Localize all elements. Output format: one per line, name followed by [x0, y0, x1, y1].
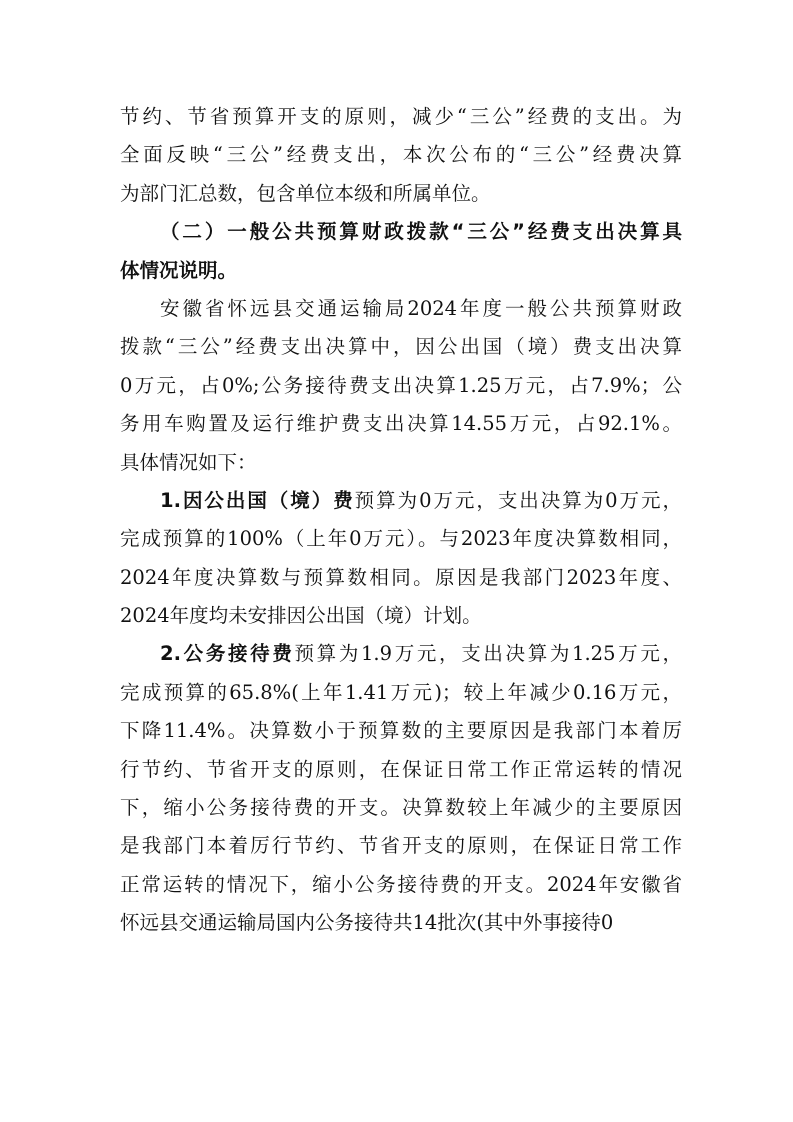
text-line	[120, 482, 682, 520]
text-line: 完成预算的100%（上年0万元）。与2023年度决算数相同，	[120, 527, 682, 551]
paragraph-reception	[120, 635, 682, 942]
section-heading	[120, 213, 682, 290]
text-line: 下，缩小公务接待费的开支。决算数较上年减少的主要原因	[120, 796, 682, 820]
text-line: 是我部门本着厉行节约、节省开支的原则，在保证日常工作	[120, 834, 682, 858]
text-line: 全面反映“三公”经费支出，本次公布的“三公”经费决算	[120, 143, 682, 167]
heading-line: （二）一般公共预算财政拨款“三公”经费支出决算具	[160, 220, 682, 244]
text-line: 为部门汇总数，包含单位本级和所属单位。	[120, 181, 491, 205]
text-line: 行节约、节省开支的原则，在保证日常工作正常运转的情况	[120, 757, 682, 781]
text-line: 节约、节省预算开支的原则，减少“三公”经费的支出。为	[120, 105, 682, 128]
paragraph-summary	[120, 290, 682, 482]
text-line: 务用车购置及运行维护费支出决算14.55万元，占92.1%。	[120, 412, 682, 436]
text-line: 下降11.4%。决算数小于预算数的主要原因是我部门本着厉	[120, 719, 682, 743]
item-text: 预算为0万元，支出决算为0万元，	[354, 488, 682, 512]
text-line: 拨款“三公”经费支出决算中，因公出国（境）费支出决算	[120, 335, 682, 359]
item-label: 1.因公出国（境）费	[160, 488, 355, 512]
text-line	[120, 635, 682, 673]
document-body	[120, 98, 682, 943]
paragraph-principle	[120, 98, 682, 213]
paragraph-overseas-travel	[120, 482, 682, 636]
text-line: 正常运转的情况下，缩小公务接待费的开支。2024年安徽省	[120, 872, 682, 896]
item-text: 预算为1.9万元，支出决算为1.25万元，	[294, 642, 682, 666]
text-line: 0万元，占0%;公务接待费支出决算1.25万元，占7.9%；公	[120, 373, 682, 397]
text-line: 具体情况如下：	[120, 450, 257, 474]
text-line: 2024年度均未安排因公出国（境）计划。	[120, 604, 482, 628]
item-label: 2.公务接待费	[160, 642, 295, 666]
text-line: 完成预算的65.8%(上年1.41万元)；较上年减少0.16万元，	[120, 680, 682, 704]
text-line: 安徽省怀远县交通运输局2024年度一般公共预算财政	[160, 296, 682, 320]
heading-line: 体情况说明。	[120, 258, 238, 282]
text-line: 怀远县交通运输局国内公务接待共14批次(其中外事接待0	[120, 911, 614, 935]
text-line: 2024年度决算数与预算数相同。原因是我部门2023年度、	[120, 565, 682, 589]
